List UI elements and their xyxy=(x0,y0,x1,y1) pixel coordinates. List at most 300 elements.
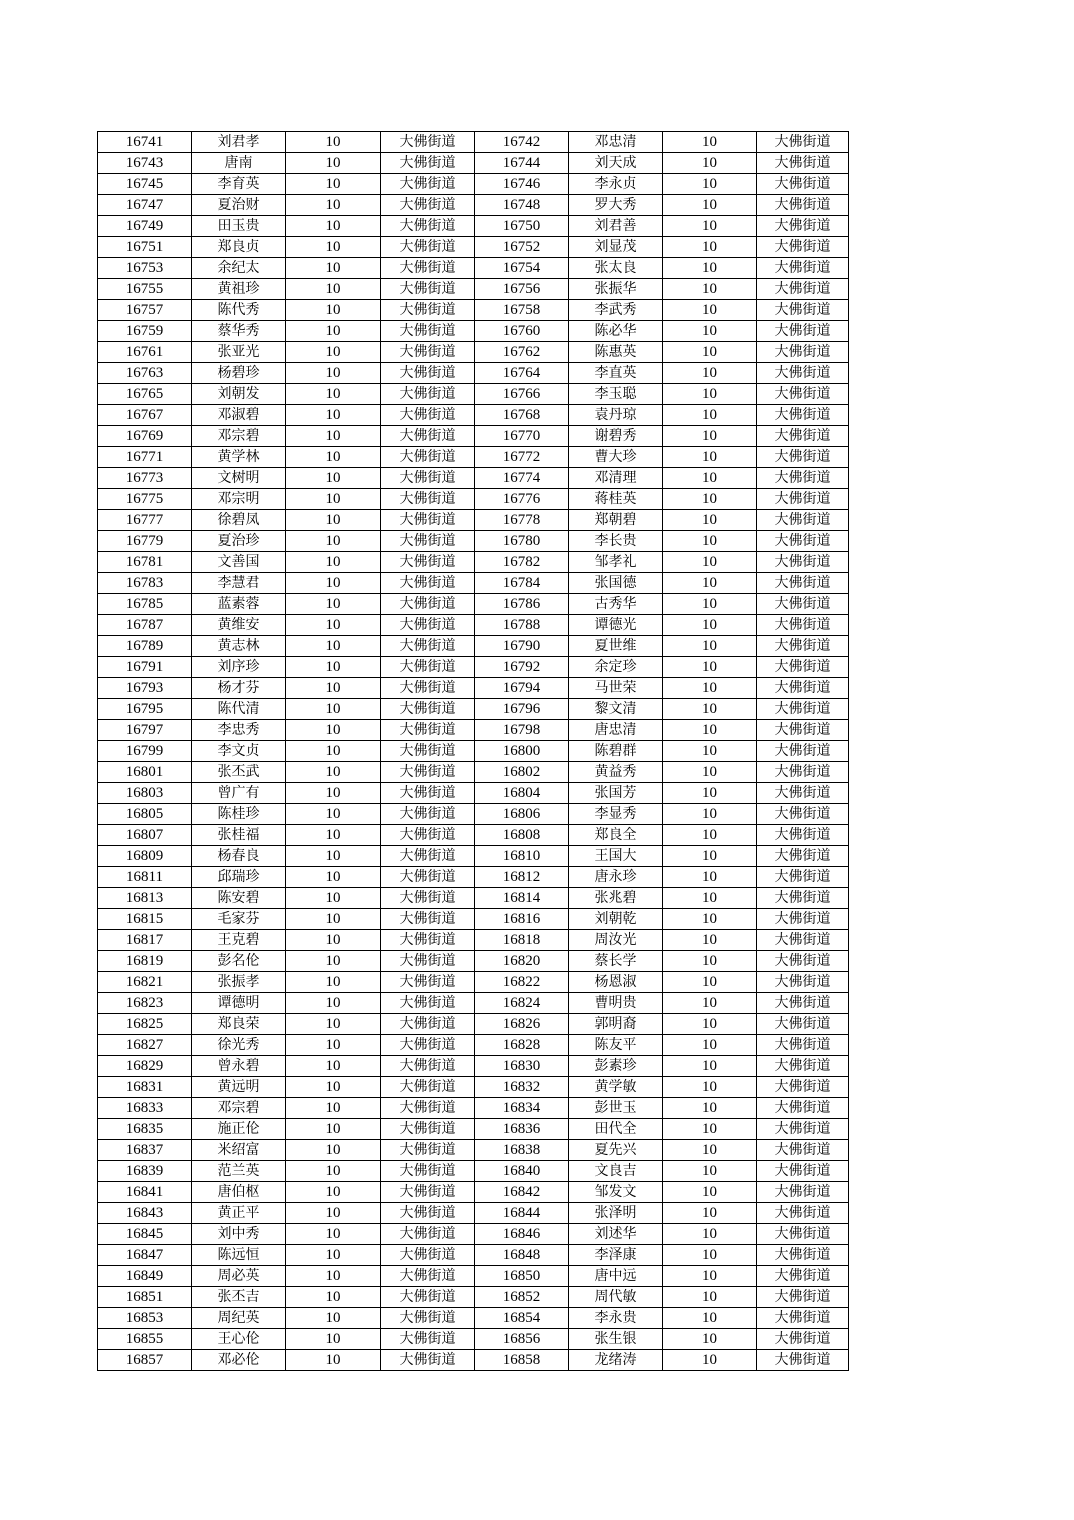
cell-street-office: 大佛街道 xyxy=(381,1308,475,1329)
cell-person-name: 黄志林 xyxy=(192,636,286,657)
cell-count: 10 xyxy=(286,258,381,279)
table-row xyxy=(98,153,849,174)
cell-record-id: 16756 xyxy=(475,279,569,300)
cell-count: 10 xyxy=(663,615,757,636)
cell-count: 10 xyxy=(663,1182,757,1203)
cell-person-name: 张丕武 xyxy=(192,762,286,783)
cell-count: 10 xyxy=(286,741,381,762)
cell-record-id: 16760 xyxy=(475,321,569,342)
cell-record-id: 16750 xyxy=(475,216,569,237)
cell-person-name: 余定珍 xyxy=(569,657,663,678)
cell-person-name: 曾永碧 xyxy=(192,1056,286,1077)
cell-record-id: 16767 xyxy=(98,405,192,426)
cell-person-name: 徐碧凤 xyxy=(192,510,286,531)
cell-person-name: 谭德光 xyxy=(569,615,663,636)
table-row xyxy=(98,825,849,846)
table-row xyxy=(98,1140,849,1161)
cell-record-id: 16853 xyxy=(98,1308,192,1329)
cell-person-name: 文树明 xyxy=(192,468,286,489)
cell-street-office: 大佛街道 xyxy=(381,615,475,636)
cell-street-office: 大佛街道 xyxy=(757,552,849,573)
cell-street-office: 大佛街道 xyxy=(757,321,849,342)
cell-street-office: 大佛街道 xyxy=(381,1350,475,1371)
cell-record-id: 16764 xyxy=(475,363,569,384)
cell-person-name: 唐忠清 xyxy=(569,720,663,741)
cell-count: 10 xyxy=(663,342,757,363)
cell-record-id: 16757 xyxy=(98,300,192,321)
cell-person-name: 陈远恒 xyxy=(192,1245,286,1266)
cell-record-id: 16774 xyxy=(475,468,569,489)
cell-record-id: 16746 xyxy=(475,174,569,195)
cell-count: 10 xyxy=(286,342,381,363)
cell-street-office: 大佛街道 xyxy=(381,762,475,783)
cell-count: 10 xyxy=(663,636,757,657)
cell-person-name: 谭德明 xyxy=(192,993,286,1014)
cell-count: 10 xyxy=(286,195,381,216)
cell-person-name: 夏治财 xyxy=(192,195,286,216)
cell-record-id: 16857 xyxy=(98,1350,192,1371)
table-row xyxy=(98,720,849,741)
cell-street-office: 大佛街道 xyxy=(757,195,849,216)
cell-record-id: 16825 xyxy=(98,1014,192,1035)
cell-count: 10 xyxy=(286,1245,381,1266)
cell-person-name: 袁丹琼 xyxy=(569,405,663,426)
cell-person-name: 陈安碧 xyxy=(192,888,286,909)
table-row xyxy=(98,510,849,531)
cell-street-office: 大佛街道 xyxy=(381,741,475,762)
cell-street-office: 大佛街道 xyxy=(757,384,849,405)
cell-person-name: 郑良贞 xyxy=(192,237,286,258)
cell-street-office: 大佛街道 xyxy=(757,216,849,237)
cell-person-name: 郑良荣 xyxy=(192,1014,286,1035)
cell-count: 10 xyxy=(286,804,381,825)
cell-person-name: 夏世维 xyxy=(569,636,663,657)
cell-street-office: 大佛街道 xyxy=(381,300,475,321)
cell-count: 10 xyxy=(286,972,381,993)
cell-count: 10 xyxy=(663,846,757,867)
cell-record-id: 16847 xyxy=(98,1245,192,1266)
cell-person-name: 周汝光 xyxy=(569,930,663,951)
cell-street-office: 大佛街道 xyxy=(757,174,849,195)
table-row xyxy=(98,762,849,783)
cell-person-name: 李育英 xyxy=(192,174,286,195)
cell-street-office: 大佛街道 xyxy=(757,489,849,510)
cell-count: 10 xyxy=(663,1035,757,1056)
cell-count: 10 xyxy=(286,657,381,678)
cell-street-office: 大佛街道 xyxy=(381,594,475,615)
cell-count: 10 xyxy=(286,951,381,972)
table-row xyxy=(98,195,849,216)
cell-person-name: 张振孝 xyxy=(192,972,286,993)
cell-street-office: 大佛街道 xyxy=(381,783,475,804)
cell-count: 10 xyxy=(663,909,757,930)
cell-street-office: 大佛街道 xyxy=(381,1224,475,1245)
cell-street-office: 大佛街道 xyxy=(757,762,849,783)
cell-person-name: 周代敏 xyxy=(569,1287,663,1308)
cell-person-name: 刘君善 xyxy=(569,216,663,237)
cell-record-id: 16839 xyxy=(98,1161,192,1182)
cell-street-office: 大佛街道 xyxy=(757,510,849,531)
cell-street-office: 大佛街道 xyxy=(757,1056,849,1077)
cell-street-office: 大佛街道 xyxy=(381,951,475,972)
cell-street-office: 大佛街道 xyxy=(381,363,475,384)
cell-record-id: 16841 xyxy=(98,1182,192,1203)
cell-count: 10 xyxy=(663,321,757,342)
cell-count: 10 xyxy=(286,552,381,573)
table-row xyxy=(98,972,849,993)
cell-person-name: 李慧君 xyxy=(192,573,286,594)
cell-count: 10 xyxy=(663,216,757,237)
cell-record-id: 16819 xyxy=(98,951,192,972)
cell-record-id: 16771 xyxy=(98,447,192,468)
cell-count: 10 xyxy=(286,300,381,321)
cell-street-office: 大佛街道 xyxy=(757,678,849,699)
cell-person-name: 王国大 xyxy=(569,846,663,867)
cell-record-id: 16817 xyxy=(98,930,192,951)
cell-person-name: 李文贞 xyxy=(192,741,286,762)
cell-street-office: 大佛街道 xyxy=(757,867,849,888)
cell-person-name: 郭明裔 xyxy=(569,1014,663,1035)
cell-count: 10 xyxy=(286,132,381,153)
cell-record-id: 16744 xyxy=(475,153,569,174)
cell-street-office: 大佛街道 xyxy=(381,636,475,657)
cell-street-office: 大佛街道 xyxy=(757,951,849,972)
cell-record-id: 16778 xyxy=(475,510,569,531)
table-row xyxy=(98,741,849,762)
table-row xyxy=(98,426,849,447)
cell-street-office: 大佛街道 xyxy=(381,1161,475,1182)
cell-street-office: 大佛街道 xyxy=(381,132,475,153)
table-row xyxy=(98,216,849,237)
cell-record-id: 16856 xyxy=(475,1329,569,1350)
cell-person-name: 曹大珍 xyxy=(569,447,663,468)
table-row xyxy=(98,909,849,930)
cell-street-office: 大佛街道 xyxy=(381,678,475,699)
cell-street-office: 大佛街道 xyxy=(381,825,475,846)
table-row xyxy=(98,1329,849,1350)
table-row xyxy=(98,1098,849,1119)
cell-count: 10 xyxy=(286,510,381,531)
cell-person-name: 郑良全 xyxy=(569,825,663,846)
table-row xyxy=(98,363,849,384)
cell-count: 10 xyxy=(286,1287,381,1308)
cell-street-office: 大佛街道 xyxy=(381,699,475,720)
cell-person-name: 李直英 xyxy=(569,363,663,384)
cell-count: 10 xyxy=(286,1329,381,1350)
cell-record-id: 16851 xyxy=(98,1287,192,1308)
cell-count: 10 xyxy=(286,1161,381,1182)
cell-person-name: 陈必华 xyxy=(569,321,663,342)
cell-street-office: 大佛街道 xyxy=(381,237,475,258)
cell-street-office: 大佛街道 xyxy=(757,993,849,1014)
cell-record-id: 16843 xyxy=(98,1203,192,1224)
cell-person-name: 马世荣 xyxy=(569,678,663,699)
cell-person-name: 古秀华 xyxy=(569,594,663,615)
cell-record-id: 16790 xyxy=(475,636,569,657)
cell-record-id: 16763 xyxy=(98,363,192,384)
cell-count: 10 xyxy=(286,909,381,930)
cell-person-name: 杨碧珍 xyxy=(192,363,286,384)
cell-person-name: 张亚光 xyxy=(192,342,286,363)
cell-street-office: 大佛街道 xyxy=(381,216,475,237)
cell-record-id: 16821 xyxy=(98,972,192,993)
cell-count: 10 xyxy=(663,489,757,510)
cell-record-id: 16779 xyxy=(98,531,192,552)
cell-person-name: 陈惠英 xyxy=(569,342,663,363)
cell-record-id: 16741 xyxy=(98,132,192,153)
cell-record-id: 16805 xyxy=(98,804,192,825)
cell-record-id: 16776 xyxy=(475,489,569,510)
cell-street-office: 大佛街道 xyxy=(757,657,849,678)
cell-count: 10 xyxy=(663,573,757,594)
cell-record-id: 16831 xyxy=(98,1077,192,1098)
cell-record-id: 16826 xyxy=(475,1014,569,1035)
cell-street-office: 大佛街道 xyxy=(757,1350,849,1371)
cell-street-office: 大佛街道 xyxy=(381,384,475,405)
cell-person-name: 陈代清 xyxy=(192,699,286,720)
cell-person-name: 邓清理 xyxy=(569,468,663,489)
cell-count: 10 xyxy=(663,153,757,174)
cell-record-id: 16742 xyxy=(475,132,569,153)
cell-street-office: 大佛街道 xyxy=(757,447,849,468)
cell-person-name: 刘述华 xyxy=(569,1224,663,1245)
cell-count: 10 xyxy=(286,279,381,300)
cell-count: 10 xyxy=(286,1035,381,1056)
cell-person-name: 黄远明 xyxy=(192,1077,286,1098)
cell-record-id: 16815 xyxy=(98,909,192,930)
cell-record-id: 16762 xyxy=(475,342,569,363)
cell-record-id: 16844 xyxy=(475,1203,569,1224)
table-row xyxy=(98,1245,849,1266)
cell-person-name: 黄正平 xyxy=(192,1203,286,1224)
cell-count: 10 xyxy=(286,594,381,615)
table-row xyxy=(98,1308,849,1329)
cell-person-name: 彭世玉 xyxy=(569,1098,663,1119)
cell-person-name: 余纪太 xyxy=(192,258,286,279)
cell-person-name: 曹明贵 xyxy=(569,993,663,1014)
cell-person-name: 张桂福 xyxy=(192,825,286,846)
cell-record-id: 16806 xyxy=(475,804,569,825)
cell-count: 10 xyxy=(286,1224,381,1245)
cell-count: 10 xyxy=(663,888,757,909)
cell-count: 10 xyxy=(663,1350,757,1371)
table-row xyxy=(98,132,849,153)
cell-count: 10 xyxy=(286,153,381,174)
cell-person-name: 张国芳 xyxy=(569,783,663,804)
cell-count: 10 xyxy=(286,888,381,909)
cell-record-id: 16787 xyxy=(98,615,192,636)
cell-count: 10 xyxy=(286,174,381,195)
cell-count: 10 xyxy=(286,699,381,720)
cell-person-name: 邓忠清 xyxy=(569,132,663,153)
table-row xyxy=(98,657,849,678)
cell-street-office: 大佛街道 xyxy=(757,972,849,993)
cell-count: 10 xyxy=(663,1014,757,1035)
cell-street-office: 大佛街道 xyxy=(381,1056,475,1077)
cell-record-id: 16784 xyxy=(475,573,569,594)
cell-count: 10 xyxy=(663,867,757,888)
cell-street-office: 大佛街道 xyxy=(381,153,475,174)
cell-street-office: 大佛街道 xyxy=(757,1329,849,1350)
cell-street-office: 大佛街道 xyxy=(757,531,849,552)
cell-street-office: 大佛街道 xyxy=(757,1203,849,1224)
cell-street-office: 大佛街道 xyxy=(381,993,475,1014)
cell-person-name: 李忠秀 xyxy=(192,720,286,741)
cell-count: 10 xyxy=(286,678,381,699)
cell-street-office: 大佛街道 xyxy=(757,1077,849,1098)
cell-street-office: 大佛街道 xyxy=(757,1035,849,1056)
cell-street-office: 大佛街道 xyxy=(757,1308,849,1329)
table-row xyxy=(98,594,849,615)
cell-street-office: 大佛街道 xyxy=(381,279,475,300)
cell-count: 10 xyxy=(286,1014,381,1035)
table-row xyxy=(98,531,849,552)
cell-record-id: 16809 xyxy=(98,846,192,867)
cell-person-name: 周必英 xyxy=(192,1266,286,1287)
table-row xyxy=(98,489,849,510)
cell-street-office: 大佛街道 xyxy=(757,426,849,447)
cell-person-name: 刘朝发 xyxy=(192,384,286,405)
cell-count: 10 xyxy=(663,258,757,279)
cell-person-name: 唐永珍 xyxy=(569,867,663,888)
cell-street-office: 大佛街道 xyxy=(757,636,849,657)
cell-count: 10 xyxy=(286,783,381,804)
cell-person-name: 黄维安 xyxy=(192,615,286,636)
cell-person-name: 张太良 xyxy=(569,258,663,279)
cell-person-name: 张国德 xyxy=(569,573,663,594)
cell-count: 10 xyxy=(286,636,381,657)
cell-person-name: 文良吉 xyxy=(569,1161,663,1182)
cell-person-name: 李永贵 xyxy=(569,1308,663,1329)
cell-person-name: 李武秀 xyxy=(569,300,663,321)
cell-street-office: 大佛街道 xyxy=(757,1182,849,1203)
table-row xyxy=(98,846,849,867)
cell-street-office: 大佛街道 xyxy=(757,132,849,153)
cell-record-id: 16852 xyxy=(475,1287,569,1308)
cell-person-name: 龙绪涛 xyxy=(569,1350,663,1371)
cell-record-id: 16781 xyxy=(98,552,192,573)
table-row xyxy=(98,951,849,972)
cell-person-name: 米绍富 xyxy=(192,1140,286,1161)
cell-person-name: 邓淑碧 xyxy=(192,405,286,426)
table-row xyxy=(98,1161,849,1182)
cell-count: 10 xyxy=(663,1161,757,1182)
cell-count: 10 xyxy=(663,741,757,762)
cell-street-office: 大佛街道 xyxy=(757,930,849,951)
cell-count: 10 xyxy=(286,1077,381,1098)
cell-street-office: 大佛街道 xyxy=(757,1119,849,1140)
cell-record-id: 16743 xyxy=(98,153,192,174)
cell-person-name: 陈桂珍 xyxy=(192,804,286,825)
cell-count: 10 xyxy=(663,279,757,300)
cell-count: 10 xyxy=(663,1287,757,1308)
cell-street-office: 大佛街道 xyxy=(381,657,475,678)
cell-person-name: 周纪英 xyxy=(192,1308,286,1329)
cell-person-name: 曾广有 xyxy=(192,783,286,804)
cell-street-office: 大佛街道 xyxy=(381,720,475,741)
table-row xyxy=(98,405,849,426)
cell-count: 10 xyxy=(286,1119,381,1140)
cell-street-office: 大佛街道 xyxy=(381,846,475,867)
cell-person-name: 徐光秀 xyxy=(192,1035,286,1056)
cell-record-id: 16775 xyxy=(98,489,192,510)
cell-person-name: 文善国 xyxy=(192,552,286,573)
cell-person-name: 杨恩淑 xyxy=(569,972,663,993)
cell-count: 10 xyxy=(663,300,757,321)
cell-person-name: 刘显茂 xyxy=(569,237,663,258)
cell-person-name: 罗大秀 xyxy=(569,195,663,216)
cell-street-office: 大佛街道 xyxy=(757,573,849,594)
cell-record-id: 16842 xyxy=(475,1182,569,1203)
table-row xyxy=(98,783,849,804)
cell-count: 10 xyxy=(286,447,381,468)
cell-record-id: 16751 xyxy=(98,237,192,258)
cell-record-id: 16788 xyxy=(475,615,569,636)
cell-count: 10 xyxy=(286,321,381,342)
cell-street-office: 大佛街道 xyxy=(381,1014,475,1035)
cell-person-name: 邓宗明 xyxy=(192,489,286,510)
cell-record-id: 16823 xyxy=(98,993,192,1014)
table-row xyxy=(98,804,849,825)
cell-street-office: 大佛街道 xyxy=(757,804,849,825)
cell-count: 10 xyxy=(286,363,381,384)
cell-record-id: 16854 xyxy=(475,1308,569,1329)
cell-record-id: 16745 xyxy=(98,174,192,195)
cell-street-office: 大佛街道 xyxy=(381,1203,475,1224)
cell-record-id: 16818 xyxy=(475,930,569,951)
cell-count: 10 xyxy=(663,1308,757,1329)
cell-street-office: 大佛街道 xyxy=(381,1119,475,1140)
cell-street-office: 大佛街道 xyxy=(381,867,475,888)
cell-count: 10 xyxy=(663,993,757,1014)
cell-count: 10 xyxy=(663,405,757,426)
cell-person-name: 田玉贵 xyxy=(192,216,286,237)
cell-person-name: 邓必伦 xyxy=(192,1350,286,1371)
table-row xyxy=(98,1203,849,1224)
cell-street-office: 大佛街道 xyxy=(757,258,849,279)
cell-street-office: 大佛街道 xyxy=(757,1266,849,1287)
table-row xyxy=(98,888,849,909)
cell-street-office: 大佛街道 xyxy=(757,279,849,300)
cell-person-name: 黄祖珍 xyxy=(192,279,286,300)
table-row xyxy=(98,1119,849,1140)
cell-street-office: 大佛街道 xyxy=(757,825,849,846)
cell-record-id: 16835 xyxy=(98,1119,192,1140)
cell-count: 10 xyxy=(663,657,757,678)
cell-count: 10 xyxy=(286,1266,381,1287)
cell-street-office: 大佛街道 xyxy=(757,1140,849,1161)
cell-count: 10 xyxy=(663,1245,757,1266)
cell-record-id: 16840 xyxy=(475,1161,569,1182)
cell-count: 10 xyxy=(663,972,757,993)
cell-record-id: 16754 xyxy=(475,258,569,279)
cell-person-name: 蔡长学 xyxy=(569,951,663,972)
cell-count: 10 xyxy=(663,699,757,720)
cell-count: 10 xyxy=(663,951,757,972)
cell-record-id: 16782 xyxy=(475,552,569,573)
cell-street-office: 大佛街道 xyxy=(381,930,475,951)
cell-record-id: 16791 xyxy=(98,657,192,678)
cell-record-id: 16772 xyxy=(475,447,569,468)
table-row xyxy=(98,1287,849,1308)
cell-count: 10 xyxy=(286,1182,381,1203)
cell-count: 10 xyxy=(286,426,381,447)
cell-person-name: 李长贵 xyxy=(569,531,663,552)
cell-street-office: 大佛街道 xyxy=(381,468,475,489)
cell-street-office: 大佛街道 xyxy=(757,909,849,930)
cell-count: 10 xyxy=(286,1203,381,1224)
cell-count: 10 xyxy=(286,489,381,510)
